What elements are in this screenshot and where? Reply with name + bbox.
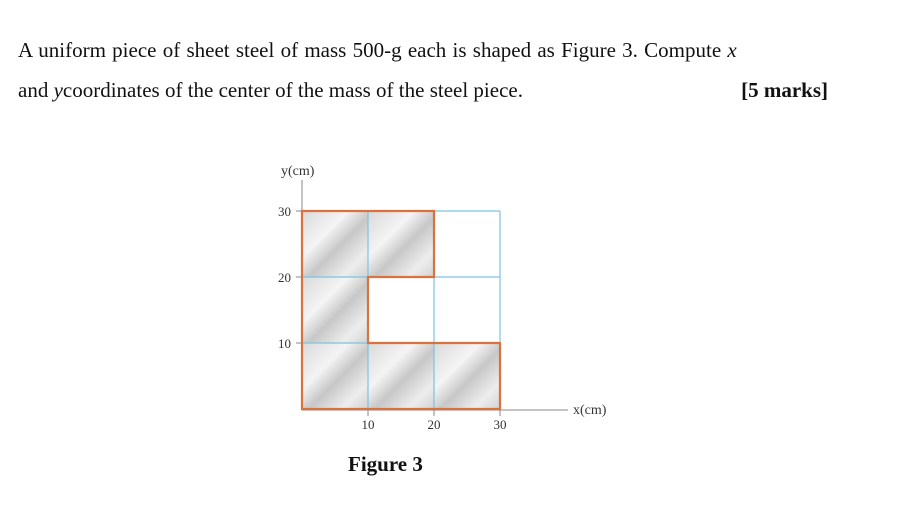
steel-square-1 bbox=[368, 211, 434, 277]
steel-square-3 bbox=[302, 343, 368, 409]
steel-square-4 bbox=[368, 343, 434, 409]
marks-label: [5 marks] bbox=[741, 78, 828, 102]
question-line-2-text: coordinates of the center of the mass of the steel piece. bbox=[62, 78, 523, 102]
x-axis-label: x(cm) bbox=[573, 403, 607, 418]
steel-squares bbox=[302, 211, 500, 409]
y-tick-label-20: 20 bbox=[278, 270, 291, 285]
y-tick-label-10: 10 bbox=[278, 336, 291, 351]
y-axis-label: y(cm) bbox=[281, 164, 315, 179]
question-line-1-text: A uniform piece of sheet steel of mass 500-g each is shaped as Figure 3. Compute bbox=[18, 38, 722, 62]
x-tick-label-20: 20 bbox=[427, 417, 441, 432]
variable-x: x bbox=[727, 38, 737, 62]
x-tick-label-30: 30 bbox=[493, 417, 507, 432]
figure-caption: Figure 3 bbox=[348, 452, 423, 476]
x-tick-label-10: 10 bbox=[361, 417, 375, 432]
variable-y: y bbox=[53, 78, 63, 102]
y-tick-label-30: 30 bbox=[278, 204, 291, 219]
steel-square-0 bbox=[302, 211, 368, 277]
steel-square-5 bbox=[434, 343, 500, 409]
steel-square-2 bbox=[302, 277, 368, 343]
question-line-2-prefix: and bbox=[18, 78, 49, 102]
